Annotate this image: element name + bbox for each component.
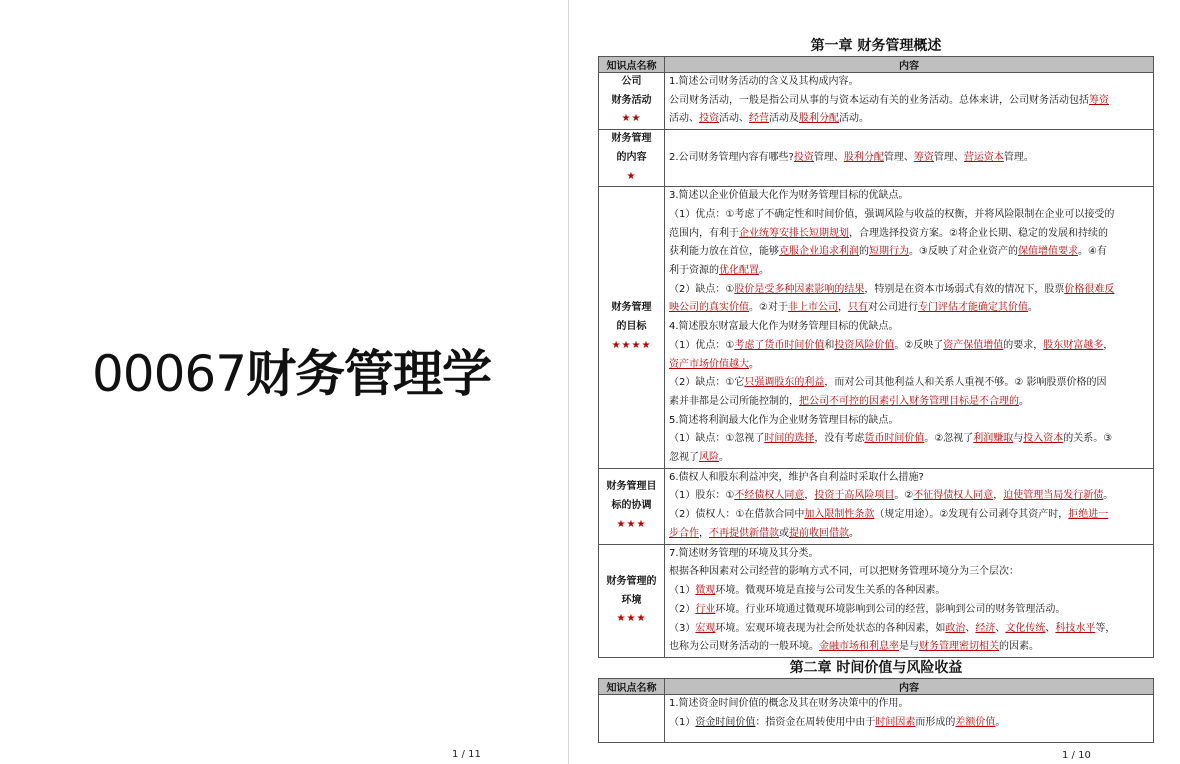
name-line: 财务管理 [611, 133, 652, 145]
page-divider [568, 0, 569, 764]
text-segment: 的 [859, 246, 869, 258]
text-segment: （2）债权人：①在借款合同中 [669, 509, 805, 521]
text-segment: 公司财务活动，一般是指公司从事的与资本运动有关的业务活动。总体来讲，公司财务活动包括 [669, 94, 1089, 106]
left-page [0, 0, 568, 764]
content-line [669, 714, 1149, 733]
content-line [669, 430, 1149, 449]
keyword: 资产市场价值越大 [669, 358, 749, 370]
text-segment: 6.债权人和股东利益冲突，维护各自利益时采取什么措施? [669, 471, 924, 483]
text-segment: 素并非都是公司所能控制的， [669, 395, 799, 407]
content-line [669, 187, 1149, 206]
text-segment: 5.简述将利润最大化作为企业财务管理目标的缺点。 [669, 414, 899, 426]
name-line: 财务管理的 [606, 575, 657, 587]
left-page-number: 1 / 11 [452, 749, 481, 760]
keyword: 股东财富越多 [1043, 339, 1104, 351]
keyword: 提前收回借款 [789, 527, 849, 539]
content-line [669, 356, 1149, 375]
column-header-name: 知识点名称 [599, 57, 665, 73]
keyword: 筹资 [913, 151, 934, 163]
text-segment: 的要求， [1003, 339, 1044, 351]
keyword: 筹资 [1089, 94, 1109, 106]
name-line: 财务管理目 [606, 481, 657, 493]
keyword: 步合作 [669, 527, 699, 539]
knowledge-point-name [599, 130, 665, 187]
keyword: 优化配置 [719, 265, 759, 277]
importance-stars: ★ [626, 170, 637, 182]
content-line [669, 243, 1149, 262]
content-line [669, 545, 1149, 564]
keyword: 投资 [699, 113, 719, 125]
table-row [599, 187, 1154, 469]
content-line [669, 695, 1149, 714]
text-segment: 。 [749, 358, 759, 370]
title-code: 00067 [92, 345, 247, 403]
text-segment: 忽视了 [669, 452, 699, 464]
keyword: 经济 [975, 622, 996, 634]
keyword: 经营 [749, 113, 769, 125]
content-line [669, 469, 1149, 488]
name-line: 财务活动 [611, 94, 652, 106]
text-segment: 管理、 [933, 151, 964, 163]
text-segment: 是与 [899, 641, 919, 653]
content-line [669, 149, 1149, 168]
name-line: 环境 [621, 594, 642, 606]
column-header-content: 内容 [665, 678, 1154, 694]
knowledge-point-name [599, 468, 665, 544]
knowledge-point-content [665, 544, 1154, 657]
importance-stars: ★★★ [616, 613, 647, 625]
text-segment: （2）缺点：①它 [669, 377, 745, 389]
keyword: 营运资本 [963, 151, 1004, 163]
text-segment: 。② [894, 490, 914, 502]
knowledge-point-content [665, 694, 1154, 742]
text-segment: 。 [849, 527, 859, 539]
content-line [669, 299, 1149, 318]
text-segment: 1.简述公司财务活动的含义及其构成内容。 [669, 76, 859, 87]
content-line [669, 281, 1149, 300]
text-segment: 。②反映了 [894, 339, 944, 351]
text-segment: 。②忽视了 [924, 433, 974, 445]
keyword: 克服企业追求利润 [779, 246, 859, 258]
text-segment: （1） [669, 585, 696, 597]
text-segment: 管理、 [883, 151, 914, 163]
content-line [669, 225, 1149, 244]
knowledge-point-name [599, 694, 665, 742]
keyword: 政治 [945, 622, 966, 634]
knowledge-point-name [599, 187, 665, 469]
table-header-row [599, 678, 1154, 694]
name-line: 的目标 [616, 321, 647, 333]
table-row [599, 694, 1154, 742]
text-segment: ，而对公司其他利益人和关系人重视不够。② 影响股票价格的因 [824, 377, 1107, 389]
text-segment: 。 [719, 452, 729, 464]
keyword: 迫使管理当局发行新债 [1003, 490, 1104, 502]
text-segment: 、 [995, 622, 1006, 634]
text-segment: 3.简述以企业价值最大化作为财务管理目标的优缺点。 [669, 190, 909, 202]
text-segment: 对公司进行 [867, 302, 918, 314]
text-segment: 获利能力放在首位，能够 [669, 246, 779, 258]
right-page-number: 1 / 10 [1062, 750, 1091, 761]
keyword: 保值增值要求 [1017, 246, 1078, 258]
text-segment: （1）优点：①考虑了不确定性和时间价值，强调风险与收益的权衡，并将风险限制在企业可以接受的 [669, 208, 1115, 220]
content-line [669, 337, 1149, 356]
text-segment: 等， [1095, 622, 1116, 634]
keyword: 不经债权人同意 [734, 490, 805, 502]
keyword: 资产保值增值 [943, 339, 1004, 351]
knowledge-table [598, 56, 1154, 658]
content-line [669, 374, 1149, 393]
text-segment: 、 [1045, 622, 1056, 634]
text-segment: 或 [779, 527, 789, 539]
text-segment: （1）缺点：①忽视了 [669, 433, 765, 445]
text-segment: 的因素。 [999, 641, 1039, 653]
text-segment: 的关系。③ [1063, 433, 1113, 445]
importance-stars: ★★★ [616, 518, 647, 530]
name-line: 标的协调 [611, 499, 652, 511]
knowledge-table [598, 678, 1154, 743]
text-segment: 1.简述资金时间价值的概念及其在财务决策中的作用。 [669, 697, 909, 709]
column-header-name: 知识点名称 [599, 678, 665, 694]
text-segment: （2）缺点：① [669, 283, 735, 295]
keyword: 企业统筹安排长短期规划 [739, 227, 849, 239]
content-line [669, 525, 1149, 544]
text-segment: （2） [669, 603, 696, 615]
keyword: 股利分配 [843, 151, 884, 163]
content-line [669, 262, 1149, 281]
keyword: 只强调股东的利益 [744, 377, 825, 389]
table-row [599, 468, 1154, 544]
text-segment: 。③反映了对企业资产的 [909, 246, 1018, 258]
knowledge-point-content [665, 187, 1154, 469]
keyword: 投资 [793, 151, 814, 163]
text-segment: 根据各种因素对公司经营的影响方式不同，可以把财务管理环境分为三个层次： [669, 566, 1019, 578]
importance-stars: ★★★★ [611, 339, 652, 351]
text-segment: 2.公司财务管理内容有哪些? [669, 151, 794, 163]
keyword: 价格很难反 [1064, 283, 1115, 295]
keyword: 金融市场和利息率 [819, 641, 899, 653]
text-segment: 。 [1019, 395, 1029, 407]
text-segment: （1） [669, 716, 696, 728]
knowledge-point-content [665, 468, 1154, 544]
keyword: 专门评估才能确定其价值 [917, 302, 1028, 314]
knowledge-point-content [665, 73, 1154, 130]
text-segment: 。 [759, 265, 769, 277]
chapter-title: 第二章 时间价值与风险收益 [789, 659, 963, 676]
text-segment: 环境。微观环境是直接与公司发生关系的各种因素。 [715, 585, 946, 597]
keyword: 不征得债权人同意 [913, 490, 994, 502]
text-segment: 、 [965, 622, 976, 634]
text-segment: 也称为公司财务活动的一般环境。 [669, 641, 819, 653]
keyword: 时间的选择 [764, 433, 815, 445]
text-segment: 活动、 [669, 113, 699, 125]
keyword: 股价是受多种因素影响的结果 [734, 283, 865, 295]
content-line [669, 506, 1149, 525]
text-segment: 7.简述财务管理的环境及其分类。 [669, 547, 819, 559]
content-line [669, 110, 1149, 129]
text-segment: ，合理选择投资方案。②将企业长期、稳定的发展和持续的 [849, 227, 1108, 239]
content-line [669, 318, 1149, 337]
knowledge-point-name [599, 544, 665, 657]
text-segment: （规定用途）。②发现有公司剥夺其资产时， [874, 509, 1069, 521]
keyword: 考虑了货币时间价值 [734, 339, 825, 351]
content-line [669, 620, 1149, 639]
keyword: 映公司的真实价值 [669, 302, 749, 314]
content-line [669, 449, 1149, 468]
content-line [669, 92, 1149, 111]
text-segment: 利于资源的 [669, 265, 719, 277]
table-header-row [599, 57, 1154, 73]
text-segment: 活动及 [769, 113, 799, 125]
keyword: 财务管理密切相关 [919, 641, 999, 653]
text-segment: 环境。宏观环境表现为社会所处状态的各种因素，如 [715, 622, 946, 634]
keyword: 科技水平 [1055, 622, 1096, 634]
text-segment: 与 [1013, 433, 1024, 445]
text-segment: 。②对于 [749, 302, 788, 314]
column-header-content: 内容 [665, 57, 1154, 73]
text-segment: 。 [995, 716, 1006, 728]
knowledge-point-content [665, 130, 1154, 187]
keyword: 货币时间价值 [864, 433, 925, 445]
keyword: 股利分配 [799, 113, 839, 125]
chapter-title: 第一章 财务管理概述 [810, 38, 942, 54]
keyword: 利润赚取 [973, 433, 1014, 445]
text-segment: ，没有考虑 [814, 433, 865, 445]
keyword: 微观 [695, 585, 716, 597]
text-segment: 管理。 [1003, 151, 1034, 163]
table-row [599, 544, 1154, 657]
name-line: 公司 [621, 76, 642, 87]
keyword: 拒绝进一 [1068, 509, 1109, 521]
keyword: 风险 [699, 452, 719, 464]
text-segment: 环境。行业环境通过微观环境影响到公司的经营，影响到公司的财务管理活动。 [715, 603, 1066, 615]
text-segment: ， [1103, 339, 1114, 351]
text-segment: ：指资金在周转使用中由于 [755, 716, 876, 728]
keyword: 加入限制性条款 [804, 509, 875, 521]
text-segment: ， [699, 527, 709, 539]
content-line [669, 412, 1149, 431]
importance-stars: ★★ [621, 113, 642, 125]
text-segment: 活动、 [719, 113, 749, 125]
knowledge-point-name [599, 73, 665, 130]
text-segment: 。 [1103, 490, 1114, 502]
keyword: 把公司不可控的因素引入财务管理目标是不合理的 [799, 395, 1019, 407]
content-line [669, 73, 1149, 92]
keyword: 投入资本 [1023, 433, 1064, 445]
text-segment: 。④有 [1077, 246, 1107, 258]
right-page [598, 36, 1154, 743]
keyword: 不再提供新借款 [709, 527, 779, 539]
text-segment: 和 [824, 339, 835, 351]
text-segment: （3） [669, 622, 696, 634]
content-line [669, 206, 1149, 225]
term: 资金时间价值 [695, 716, 756, 728]
text-segment: 4.简述股东财富最大化作为财务管理目标的优缺点。 [669, 321, 899, 333]
keyword: 非上市公司 [787, 302, 838, 314]
title-text: 财务管理学 [246, 345, 492, 403]
name-line: 的内容 [616, 151, 647, 163]
keyword: 宏观 [695, 622, 716, 634]
keyword: 差额价值 [955, 716, 996, 728]
content-line [669, 563, 1149, 582]
text-segment: 活动。 [839, 113, 869, 125]
keyword: 短期行为 [869, 246, 909, 258]
content-line [669, 601, 1149, 620]
text-segment: 而形成的 [915, 716, 956, 728]
text-segment: 。 [1027, 302, 1038, 314]
content-line [669, 638, 1149, 657]
content-line [669, 393, 1149, 412]
text-segment: ， [804, 490, 815, 502]
document-title [92, 334, 491, 406]
text-segment: （1）优点：① [669, 339, 735, 351]
table-row [599, 73, 1154, 130]
text-segment: ， [837, 302, 848, 314]
keyword: 文化传统 [1005, 622, 1046, 634]
keyword: 投资风险价值 [834, 339, 895, 351]
name-line: 财务管理 [611, 302, 652, 314]
text-segment: 范围内，有利于 [669, 227, 739, 239]
text-segment: ，特别是在资本市场弱式有效的情况下，股票 [864, 283, 1065, 295]
content-line [669, 582, 1149, 601]
table-row [599, 130, 1154, 187]
text-segment: 管理、 [813, 151, 844, 163]
keyword: 投资于高风险项目 [814, 490, 895, 502]
text-segment: ， [993, 490, 1004, 502]
keyword: 行业 [695, 603, 716, 615]
keyword: 时间因素 [875, 716, 916, 728]
keyword: 只有 [847, 302, 868, 314]
content-line [669, 487, 1149, 506]
text-segment: （1）股东：① [669, 490, 735, 502]
